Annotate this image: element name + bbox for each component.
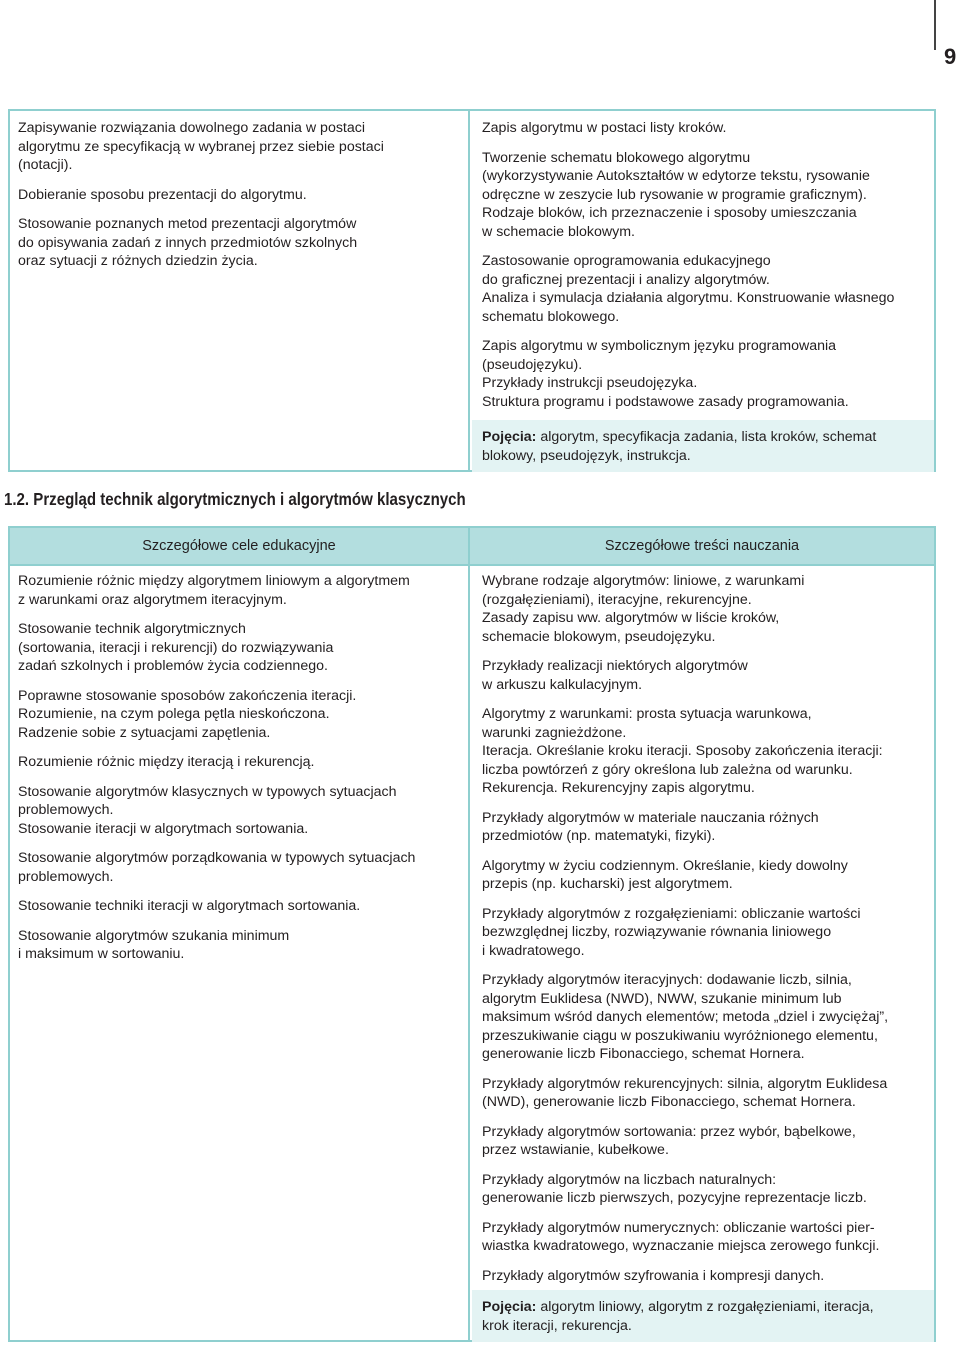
text-line: Algorytmy w życiu codziennym. Określanie, kiedy dowolny [482,857,848,874]
text-line: Rozumienie różnic między iteracją i rekurencją. [18,754,315,770]
text-line: Zapis algorytmu w symbolicznym języku programowania [482,338,837,354]
text-line: Iteracja. Określanie kroku iteracji. Sposoby zakończenia iteracji: [482,743,883,759]
goals-column [18,572,458,975]
text-line: Stosowanie poznanych metod prezentacji algorytmów [18,216,357,232]
paragraph [482,1171,922,1208]
text-line: Zapisywanie rozwiązania dowolnego zadania w postaci [18,120,366,136]
text-line: wiastka kwadratowego, wyznaczanie miejsca zerowego funkcji. [482,1238,880,1254]
text-line: liczba powtórzeń z góry określona lub zależna od warunku. [482,761,853,778]
text-line: Przykłady algorytmów iteracyjnych: dodawanie liczb, silnia, [482,972,852,988]
text-line: przeszukiwanie ciągu w poszukiwaniu wyróżnionego elementu, [482,1027,878,1044]
paragraph [18,186,458,205]
paragraph [482,119,922,138]
text-line: przepis (np. kucharski) jest algorytmem. [482,876,733,892]
curriculum-table-2 [8,526,936,1342]
text-line: Radzenie sobie z sytuacjami zapętlenia. [18,724,271,741]
header-divider [10,564,934,566]
concepts-label: Pojęcia: [482,1299,537,1315]
column-divider [468,528,470,1340]
concepts-box [472,1290,934,1342]
text-line: Przykłady algorytmów w materiale nauczania różnych [482,809,819,826]
text-line: Tworzenie schematu blokowego algorytmu [482,149,751,166]
concepts-label: Pojęcia: [482,429,537,445]
text-line: i kwadratowego. [482,942,585,959]
text-line: Przykłady algorytmów sortowania: przez wybór, bąbelkowe, [482,1123,856,1140]
paragraph [482,857,922,894]
text-line: generowanie liczb Fibonacciego, schemat Hornera. [482,1046,805,1062]
goals-column [18,119,458,282]
text-line: Zastosowanie oprogramowania edukacyjnego [482,253,771,269]
text-line: Stosowanie technik algorytmicznych [18,621,246,637]
text-line: do opisywania zadań z innych przedmiotów szkolnych [18,234,358,251]
concepts-text: algorytm liniowy, algorytm z rozgałęzieniami, iteracja, [536,1299,874,1315]
paragraph [18,119,458,175]
text-line: Przykłady algorytmów numerycznych: obliczanie wartości pier- [482,1219,875,1236]
text-line: zadań szkolnych i problemów życia codziennego. [18,658,328,674]
concepts-text: blokowy, pseudojęzyk, instrukcja. [482,447,691,464]
text-line: Przykłady instrukcji pseudojęzyka. [482,375,698,391]
curriculum-table-1 [8,109,936,472]
text-line: problemowych. [18,802,114,818]
text-line: do graficznej prezentacji i analizy algorytmów. [482,271,770,288]
page-corner-rule [934,0,936,50]
paragraph [482,1075,922,1112]
text-line: algorytmu ze specyfikacją w wybranej przez siebie postaci [18,138,384,155]
paragraph [18,753,458,772]
paragraph [482,1219,922,1256]
text-line: schemacie blokowym, pseudojęzyku. [482,628,716,645]
text-line: przez wstawianie, kubełkowe. [482,1142,669,1158]
text-line: Analiza i symulacja działania algorytmu. Konstruowanie własnego [482,290,895,306]
paragraph [482,149,922,242]
text-line: problemowych. [18,868,114,885]
paragraph [18,927,458,964]
text-line: Stosowanie iteracji w algorytmach sortowania. [18,820,309,837]
paragraph [18,783,458,839]
concepts-text: krok iteracji, rekurencja. [482,1317,632,1334]
text-line: warunki zagnieżdżone. [482,724,627,741]
text-line: Stosowanie algorytmów porządkowania w typowych sytuacjach [18,850,416,866]
text-line: (rozgałęzieniami), iteracyjne, rekurencyjne. [482,591,752,608]
paragraph [482,252,922,326]
text-line: z warunkami oraz algorytmem iteracyjnym. [18,591,287,608]
text-line: (pseudojęzyku). [482,356,583,373]
page-number: 9 [944,44,957,69]
text-line: Przykłady algorytmów na liczbach naturalnych: [482,1171,777,1188]
paragraph [18,687,458,743]
paragraph [18,572,458,609]
text-line: (wykorzystywanie Autokształtów w edytorze tekstu, rysowanie [482,168,870,184]
text-line: Wybrane rodzaje algorytmów: liniowe, z warunkami [482,573,805,589]
text-line: Przykłady algorytmów z rozgałęzieniami: obliczanie wartości [482,905,861,922]
concepts-box [472,420,934,472]
text-line: maksimum wśród danych elementów; metoda „dziel i zwyciężaj”, [482,1009,889,1025]
paragraph [482,337,922,411]
paragraph [18,897,458,916]
text-line: Stosowanie algorytmów klasycznych w typowych sytuacjach [18,783,397,800]
text-line: Rodzaje bloków, ich przeznaczenie i sposoby umieszczania [482,205,857,221]
text-line: (notacji). [18,157,73,173]
text-line: (NWD), generowanie liczb Fibonacciego, schemat Hornera. [482,1094,856,1110]
paragraph [18,620,458,676]
header-content: Szczegółowe treści nauczania [470,528,934,564]
paragraph [482,572,922,646]
text-line: Struktura programu i podstawowe zasady programowania. [482,393,849,410]
text-line: Zapis algorytmu w postaci listy kroków. [482,120,727,136]
text-line: odręczne w zeszycie lub rysowanie w programie graficznym). [482,186,867,203]
text-line: Przykłady algorytmów rekurencyjnych: silnia, algorytm Euklidesa [482,1075,888,1092]
paragraph [18,849,458,886]
text-line: Dobieranie sposobu prezentacji do algorytmu. [18,186,307,203]
text-line: w arkuszu kalkulacyjnym. [482,676,643,693]
text-line: algorytm Euklidesa (NWD), NWW, szukanie minimum lub [482,990,842,1007]
text-line: Stosowanie techniki iteracji w algorytmach sortowania. [18,898,361,914]
text-line: przedmiotów (np. matematyki, fizyki). [482,828,716,844]
text-line: i maksimum w sortowaniu. [18,946,185,962]
text-line: Rekurencja. Rekurencyjny zapis algorytmu. [482,780,755,796]
text-line: schematu blokowego. [482,308,620,325]
text-line: bezwzględnej liczby, rozwiązywanie równania liniowego [482,924,832,940]
text-line: oraz sytuacji z różnych dziedzin życia. [18,253,258,269]
paragraph [482,809,922,846]
text-line: generowanie liczb pierwszych, pozycyjne reprezentacje liczb. [482,1190,867,1206]
text-line: Przykłady realizacji niektórych algorytmów [482,658,748,674]
text-line: Algorytmy z warunkami: prosta sytuacja warunkowa, [482,706,812,722]
content-column [482,119,922,422]
text-line: Poprawne stosowanie sposobów zakończenia iteracji. [18,687,357,704]
header-goals: Szczegółowe cele edukacyjne [10,528,468,564]
text-line: Stosowanie algorytmów szukania minimum [18,927,290,944]
paragraph [482,905,922,961]
text-line: Przykłady algorytmów szyfrowania i kompresji danych. [482,1267,825,1284]
paragraph [482,971,922,1064]
column-divider [468,111,470,470]
paragraph [482,705,922,798]
text-line: Rozumienie, na czym polega pętla nieskończona. [18,706,330,722]
text-line: Rozumienie różnic między algorytmem liniowym a algorytmem [18,573,410,589]
paragraph [482,657,922,694]
concepts-text: algorytm, specyfikacja zadania, lista kroków, schemat [536,429,877,445]
section-heading: 1.2. Przegląd technik algorytmicznych i algorytmów klasycznych [4,489,466,509]
text-line: (sortowania, iteracji i rekurencji) do rozwiązywania [18,639,334,656]
paragraph [482,1123,922,1160]
paragraph [18,215,458,271]
text-line: Zasady zapisu ww. algorytmów w liście kroków, [482,610,780,626]
paragraph [482,1267,922,1286]
text-line: w schemacie blokowym. [482,223,635,240]
content-column [482,572,922,1296]
